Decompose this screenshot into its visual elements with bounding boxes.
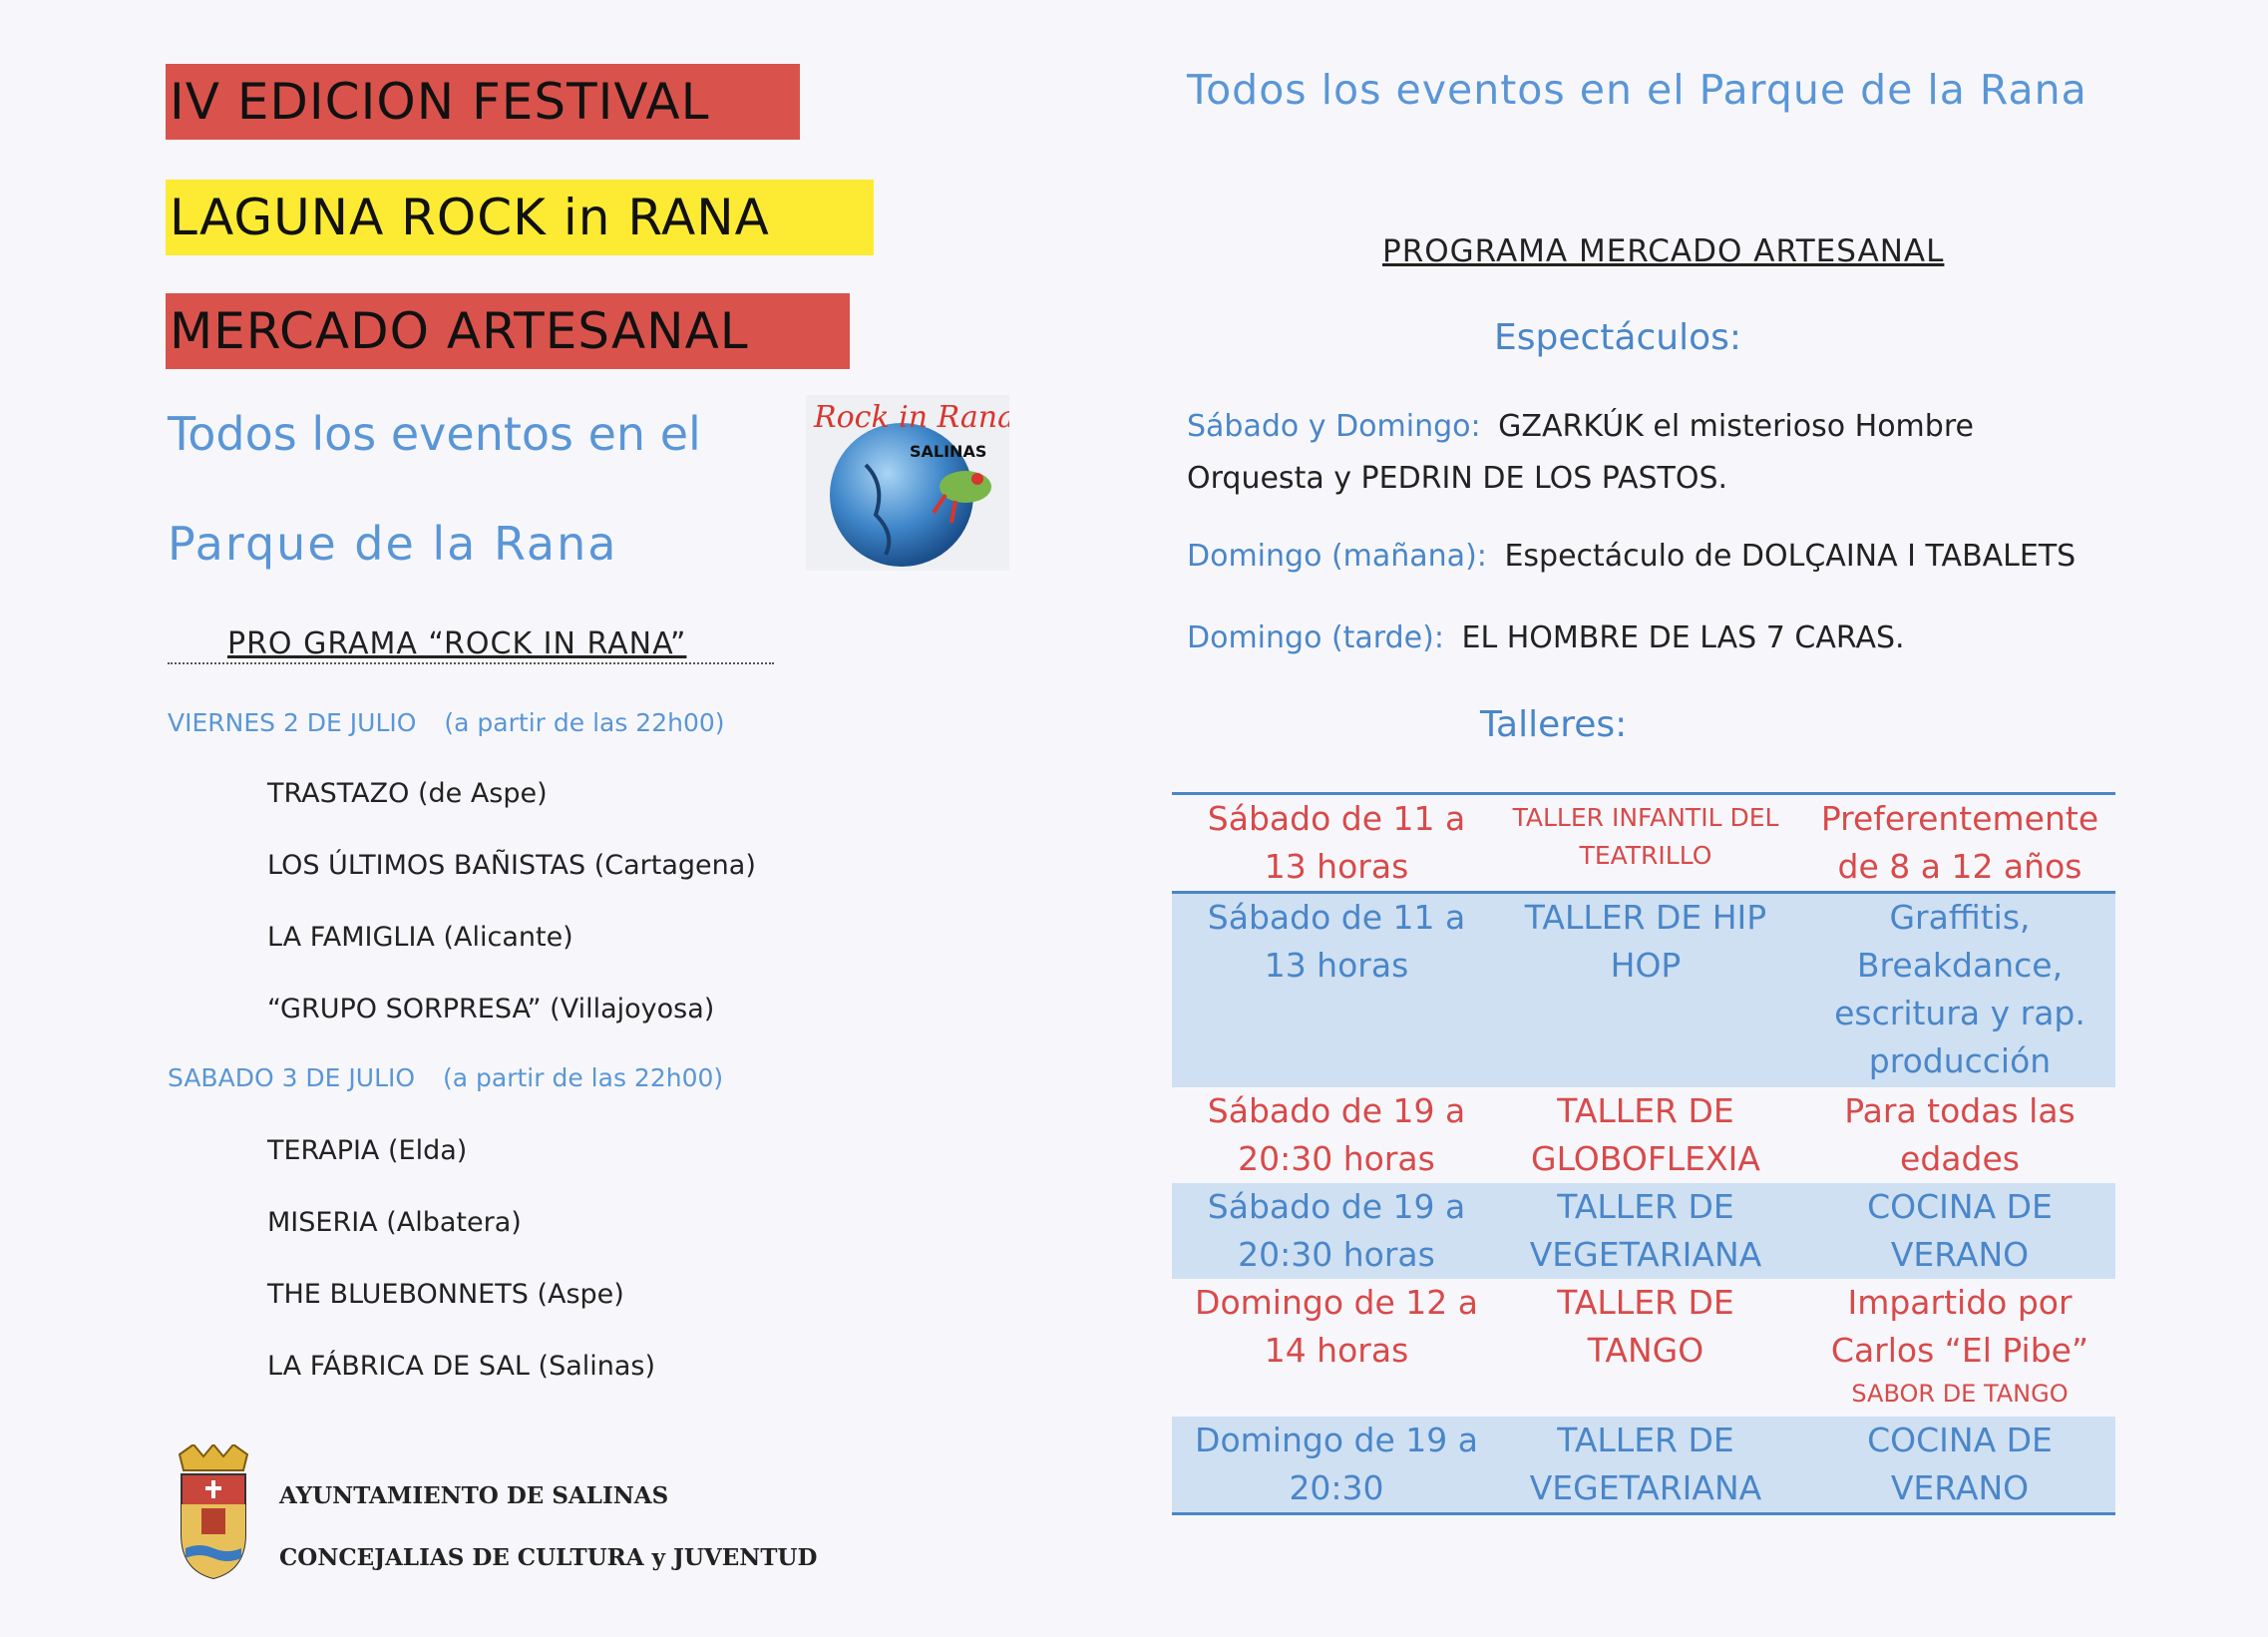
band-item: LOS ÚLTIMOS BAÑISTAS (Cartagena) (267, 850, 756, 881)
band-item: LA FÁBRICA DE SAL (Salinas) (267, 1351, 656, 1382)
shows-heading: Espectáculos: (1494, 317, 1741, 358)
workshop-when: Sábado de 19 a 20:30 horas (1207, 1187, 1466, 1274)
workshop-note: Graffitis, Breakdance, escritura y rap. producción (1834, 898, 2085, 1080)
workshop-what: TALLER DE HIP HOP (1524, 898, 1767, 985)
right-venue: Todos los eventos en el Parque de la Rana (1187, 66, 2087, 114)
band-item: “GRUPO SORPRESA” (Villajoyosa) (267, 994, 715, 1024)
workshop-note: Impartido por Carlos “El Pibe” (1830, 1283, 2089, 1370)
band-item: MISERIA (Albatera) (267, 1207, 522, 1238)
show-item-2 (1187, 539, 2076, 574)
rock-program-title: PRO GRAMA “ROCK IN RANA” (227, 626, 687, 661)
venue-line-2: Parque de la Rana (168, 517, 618, 571)
show-when: Domingo (mañana): (1187, 539, 1487, 574)
band-item: TRASTAZO (de Aspe) (267, 778, 548, 809)
show-item-3 (1187, 620, 1905, 655)
band-item: LA FAMIGLIA (Alicante) (267, 922, 573, 953)
table-bottom-rule (1172, 1512, 2115, 1515)
workshop-note: Para todas las edades (1844, 1091, 2076, 1178)
workshop-what: TALLER DE VEGETARIANA (1529, 1421, 1762, 1507)
logo-text: Rock in Rana (814, 400, 1009, 435)
workshop-note: COCINA DE VERANO (1867, 1421, 2053, 1507)
workshop-when: Sábado de 11 a 13 horas (1207, 898, 1466, 985)
workshop-when: Domingo de 12 a 14 horas (1195, 1283, 1478, 1370)
table-row (1172, 1183, 2115, 1279)
venue-line-1: Todos los eventos en el (168, 407, 701, 461)
org-line-1: AYUNTAMIENTO DE SALINAS (279, 1482, 669, 1509)
headline-festival-name: LAGUNA ROCK in RANA (166, 180, 874, 255)
title-underline (168, 662, 774, 664)
workshop-note: COCINA DE VERANO (1867, 1187, 2053, 1274)
day-label: SABADO 3 DE JULIO (168, 1063, 416, 1092)
table-row (1172, 1417, 2115, 1512)
workshop-what: TALLER INFANTIL DEL TEATRILLO (1512, 803, 1779, 870)
table-row (1172, 1087, 2115, 1183)
workshops-heading: Talleres: (1480, 704, 1628, 745)
show-item-1-cont: Orquesta y PEDRIN DE LOS PASTOS. (1187, 461, 1728, 496)
workshop-when: Sábado de 11 a 13 horas (1207, 799, 1466, 886)
headline-edition: IV EDICION FESTIVAL (166, 64, 800, 140)
workshop-note-extra: SABOR DE TANGO (1851, 1380, 2069, 1408)
day-time: (a partir de las 22h00) (443, 1063, 724, 1092)
show-what: EL HOMBRE DE LAS 7 CARAS. (1461, 620, 1905, 655)
day-time: (a partir de las 22h00) (444, 708, 725, 737)
band-item: THE BLUEBONNETS (Aspe) (267, 1279, 624, 1310)
workshop-note: Preferentemente de 8 a 12 años (1820, 799, 2099, 886)
table-row (1172, 795, 2115, 891)
show-what: GZARKÚK el misterioso Hombre (1498, 409, 1974, 444)
workshop-when: Domingo de 19 a 20:30 (1195, 1421, 1478, 1507)
workshop-what: TALLER DE TANGO (1557, 1283, 1734, 1370)
market-program-title: PROGRAMA MERCADO ARTESANAL (1382, 233, 1945, 269)
globe-frog-icon (806, 395, 1009, 571)
show-when: Sábado y Domingo: (1187, 409, 1481, 444)
table-row (1172, 1279, 2115, 1415)
show-item-1 (1187, 409, 1974, 444)
show-when: Domingo (tarde): (1187, 620, 1444, 655)
day-saturday (168, 1063, 723, 1092)
rock-in-rana-logo (806, 395, 1009, 571)
day-label: VIERNES 2 DE JULIO (168, 708, 417, 737)
show-what: Espectáculo de DOLÇAINA I TABALETS (1504, 539, 2077, 574)
day-friday (168, 708, 725, 737)
table-row (1172, 894, 2115, 1087)
shield-icon (174, 1444, 253, 1580)
workshop-what: TALLER DE GLOBOFLEXIA (1531, 1091, 1760, 1178)
workshop-when: Sábado de 19 a 20:30 horas (1207, 1091, 1466, 1178)
band-item: TERAPIA (Elda) (267, 1135, 468, 1166)
coat-of-arms (174, 1444, 253, 1580)
workshop-what: TALLER DE VEGETARIANA (1529, 1187, 1762, 1274)
org-line-2: CONCEJALIAS DE CULTURA y JUVENTUD (279, 1544, 818, 1571)
headline-market: MERCADO ARTESANAL (166, 293, 850, 369)
logo-subtext: SALINAS (910, 442, 987, 461)
